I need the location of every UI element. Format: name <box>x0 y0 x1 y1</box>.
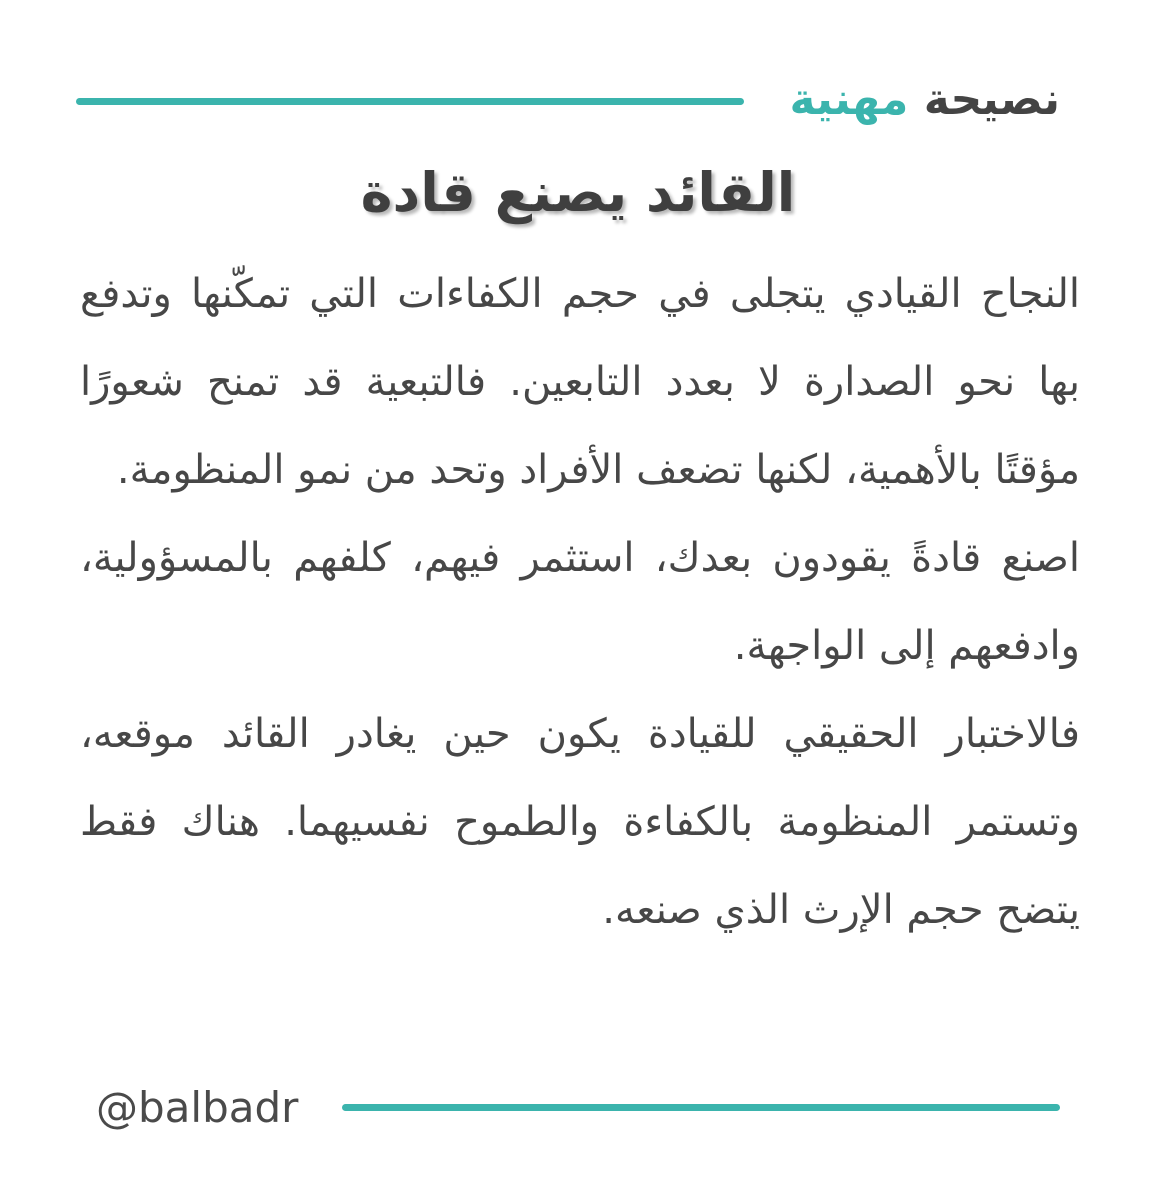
footer <box>96 1076 1060 1140</box>
paragraph-3: فالاختبار الحقيقي للقيادة يكون حين يغادر القائد موقعه، وتستمر المنظومة بالكفاءة والطموح نفسيهما. هناك فقط يتضح حجم الإرث الذي صنعه. <box>80 711 1080 933</box>
page-title: القائد يصنع قادة <box>360 161 796 224</box>
footer-divider-line <box>342 1104 1060 1111</box>
header-label <box>790 68 1060 132</box>
header-label-word1: نصيحة <box>923 74 1060 125</box>
paragraph-1: النجاح القيادي يتجلى في حجم الكفاءات التي تمكّنها وتدفع بها نحو الصدارة لا بعدد التابعين. فالتبعية قد تمنح شعورًا مؤقتًا بالأهمية، لكنها تضعف الأفراد وتحد من نمو المنظومة. <box>80 271 1080 493</box>
header-label-word2: مهنية <box>789 74 909 125</box>
header <box>76 68 1060 132</box>
paragraph-2: اصنع قادةً يقودون بعدك، استثمر فيهم، كلفهم بالمسؤولية، وادفعهم إلى الواجهة. <box>80 535 1080 669</box>
author-handle: @balbadr <box>96 1083 299 1132</box>
body-text <box>80 250 1080 954</box>
header-divider-line <box>76 98 744 105</box>
